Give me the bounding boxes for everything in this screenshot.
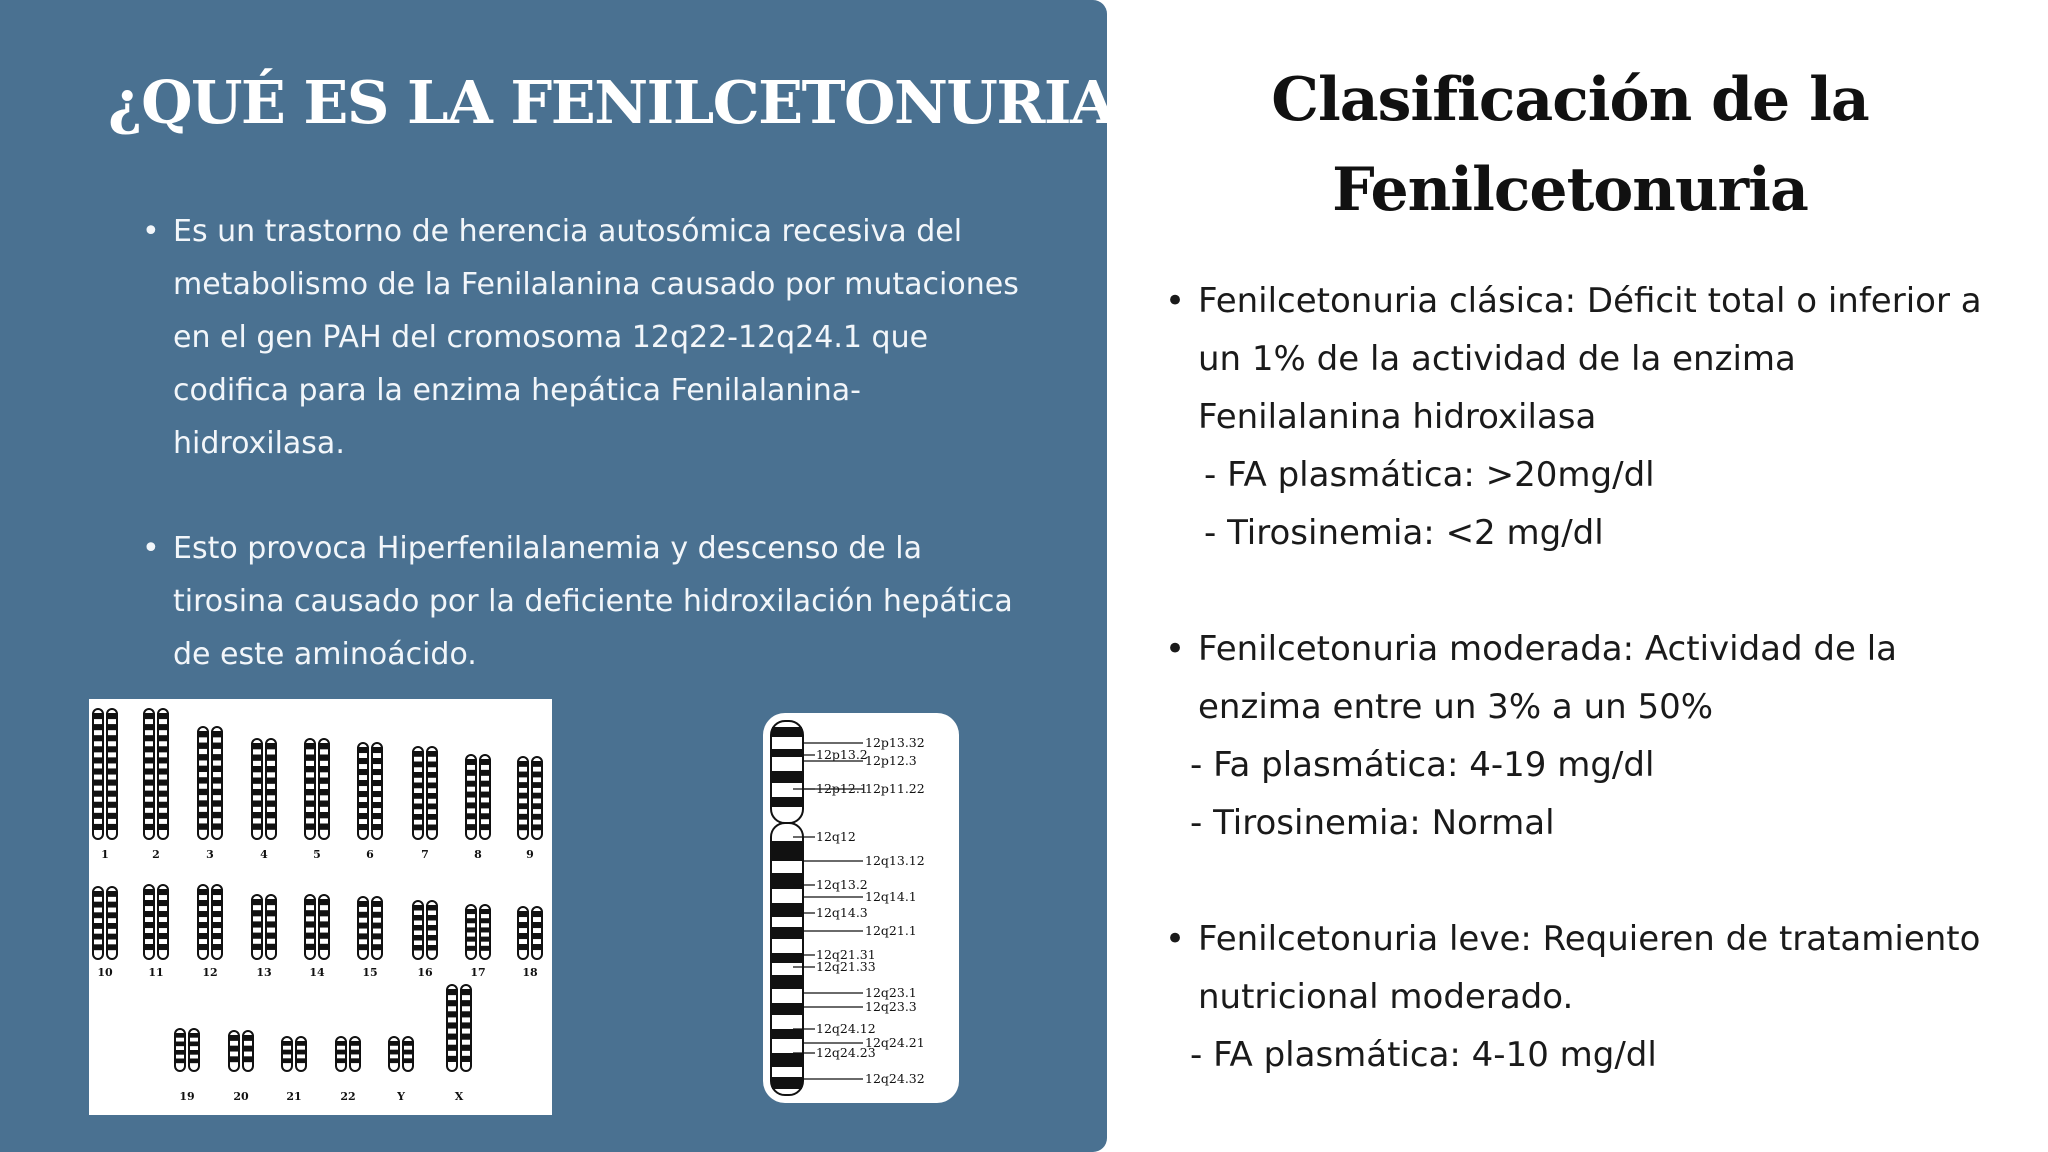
chromosome-pair	[413, 901, 437, 959]
chromosome-band	[772, 903, 802, 917]
classification-sub: - FA plasmática: 4-10 mg/dl	[1190, 1035, 1657, 1075]
band-label: 12q23.1	[865, 985, 917, 1000]
karyotype-label: 5	[313, 848, 321, 861]
band-label: 12p12.1	[816, 781, 868, 796]
chromosome-band	[772, 797, 802, 807]
chromosome-pair	[252, 739, 276, 839]
karyotype-label: 12	[202, 966, 218, 979]
chromosome-pair	[144, 709, 168, 839]
chromosome-pair	[389, 1037, 413, 1071]
chromosome-pair	[144, 885, 168, 959]
karyotype-label: 1	[101, 848, 109, 861]
classification-sub: - Fa plasmática: 4-19 mg/dl	[1190, 745, 1655, 785]
classification-item	[1165, 910, 2005, 1084]
band-label: 12p13.2	[816, 747, 868, 762]
karyotype-label: 8	[474, 848, 482, 861]
chromosome-band	[772, 975, 802, 989]
band-label: 12q13.12	[865, 853, 925, 868]
chromosome-pair	[175, 1029, 199, 1071]
classification-text: Fenilcetonuria clásica: Déficit total o inferior a un 1% de la actividad de la enzima Fenilalanina hidroxilasa	[1198, 281, 1982, 437]
karyotype-image	[89, 699, 552, 1115]
chromosome-band	[772, 771, 802, 783]
karyotype-label: 11	[148, 966, 164, 979]
band-label: 12p11.22	[865, 781, 925, 796]
band-label: 12q23.3	[865, 999, 917, 1014]
karyotype-label: 6	[366, 848, 374, 861]
band-label: 12q24.12	[816, 1021, 876, 1036]
chromosome-pair	[229, 1031, 253, 1071]
chromosome-pair	[305, 739, 329, 839]
chromosome-pair	[198, 885, 222, 959]
band-label: 12p12.3	[865, 753, 917, 768]
right-title	[1200, 55, 1940, 235]
classification-list	[1165, 272, 2005, 1142]
classification-text: Fenilcetonuria moderada: Actividad de la enzima entre un 3% a un 50%	[1198, 629, 1897, 727]
karyotype-label: Y	[397, 1090, 405, 1103]
chromosome-pair	[447, 985, 471, 1071]
classification-sub: - FA plasmática: >20mg/dl	[1204, 455, 1655, 495]
karyotype-label: 10	[97, 966, 113, 979]
band-label: 12q14.1	[865, 889, 917, 904]
chromosome-band	[772, 1029, 802, 1039]
chromosome-pair	[466, 755, 490, 839]
chromosome-pair	[413, 747, 437, 839]
karyotype-label: 14	[309, 966, 325, 979]
left-title: ¿QUÉ ES LA FENILCETONURIA?	[108, 68, 1148, 137]
band-label: 12q13.2	[816, 877, 868, 892]
karyotype-label: 13	[256, 966, 272, 979]
chromosome-band	[772, 749, 802, 757]
band-label: 12q21.33	[816, 959, 876, 974]
band-label: 12q24.32	[865, 1071, 925, 1086]
karyotype-label: 3	[206, 848, 214, 861]
chromosome-band	[772, 841, 802, 861]
karyotype-label: 22	[340, 1090, 356, 1103]
karyotype-label: 4	[260, 848, 268, 861]
chromosome-pair	[336, 1037, 360, 1071]
chromosome-12-figure	[763, 713, 959, 1103]
left-bullet: • Es un trastorno de herencia autosómica recesiva del metabolismo de la Fenilalanina causado por mutaciones en el gen PAH del cromosoma 12q22-12q24.1 que codifica para la enzima hepática Fenilalanina-hidroxilasa.	[140, 205, 1020, 470]
classification-sub: - Tirosinemia: <2 mg/dl	[1204, 513, 1604, 553]
chromosome-pair	[358, 743, 382, 839]
band-label: 12q21.31	[816, 947, 876, 962]
chromosome-pair	[252, 895, 276, 959]
chromosome-band	[772, 1003, 802, 1015]
right-title-line2: Fenilcetonuria	[1332, 155, 1808, 225]
chromosome-pair	[466, 905, 490, 959]
karyotype-label: 20	[233, 1090, 249, 1103]
karyotype-label: 9	[526, 848, 534, 861]
chromosome-band	[772, 927, 802, 939]
band-label: 12q12	[816, 829, 856, 844]
karyotype-label: X	[454, 1090, 464, 1103]
karyotype-label: 18	[522, 966, 538, 979]
chromosome-12-ideogram	[763, 713, 959, 1103]
band-label: 12p13.32	[865, 735, 925, 750]
band-label: 12q14.3	[816, 905, 868, 920]
chromosome-pair	[282, 1037, 306, 1071]
band-label: 12q21.1	[865, 923, 917, 938]
band-label: 12q24.23	[816, 1045, 876, 1060]
karyotype-label: 19	[179, 1090, 195, 1103]
chromosome-pair	[198, 727, 222, 839]
classification-item	[1165, 620, 2005, 852]
chromosome-pair	[93, 887, 117, 959]
chromosome-pair	[518, 907, 542, 959]
karyotype-label: 21	[286, 1090, 302, 1103]
classification-sub: - Tirosinemia: Normal	[1190, 803, 1555, 843]
classification-item	[1165, 272, 2005, 562]
karyotype-label: 16	[417, 966, 433, 979]
karyotype-label: 17	[470, 966, 486, 979]
karyotype-figure	[89, 699, 552, 1115]
chromosome-pair	[518, 757, 542, 839]
band-label: 12q24.21	[865, 1035, 925, 1050]
chromosome-pair	[305, 895, 329, 959]
chromosome-pair	[358, 897, 382, 959]
left-bullet-list	[140, 205, 1020, 733]
classification-text: Fenilcetonuria leve: Requieren de tratamiento nutricional moderado.	[1198, 919, 1981, 1017]
karyotype-label: 7	[421, 848, 429, 861]
karyotype-label: 2	[152, 848, 160, 861]
chromosome-band	[772, 873, 802, 889]
right-title-line1: Clasificación de la	[1271, 65, 1869, 135]
chromosome-pair	[93, 709, 117, 839]
karyotype-label: 15	[362, 966, 378, 979]
left-bullet: • Esto provoca Hiperfenilalanemia y descenso de la tirosina causado por la deficiente hidroxilación hepática de este aminoácido.	[140, 522, 1020, 681]
chromosome-band	[772, 727, 802, 737]
chromosome-band	[772, 1053, 802, 1067]
chromosome-band	[772, 1077, 802, 1089]
